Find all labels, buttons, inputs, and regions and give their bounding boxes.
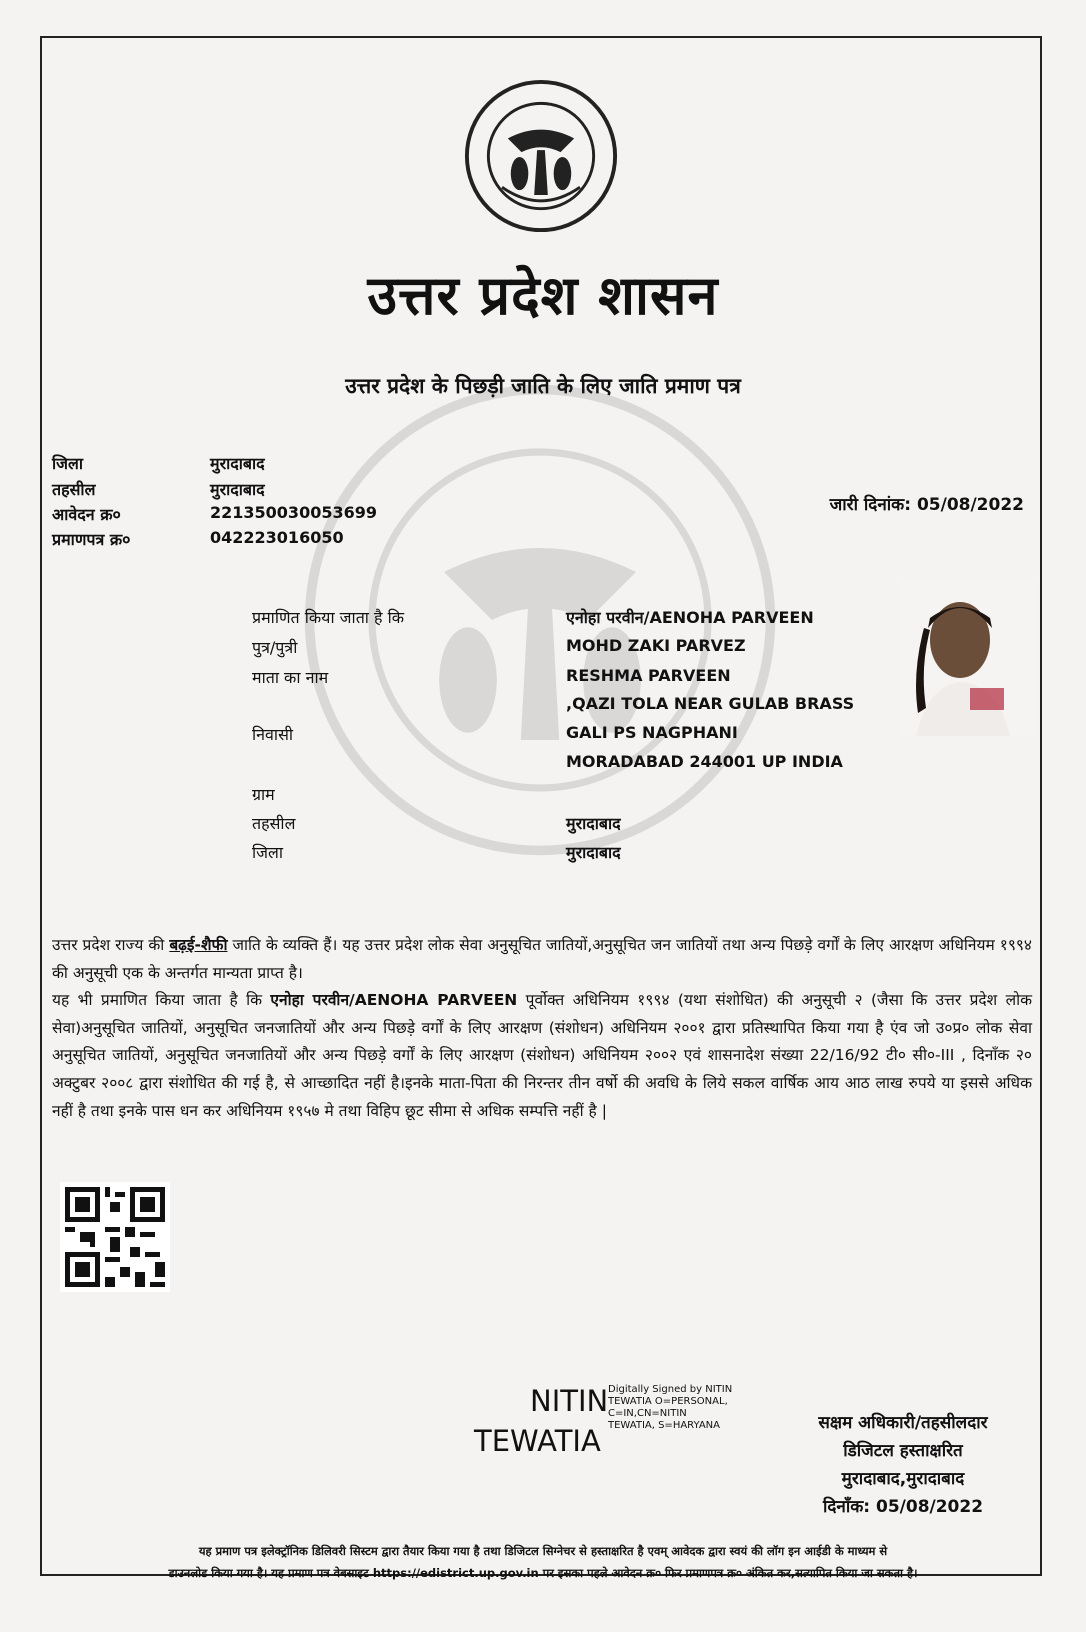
footer-line-2: डाउनलोड किया गया है। यह प्रमाण पत्र वेबसाइट https://edistrict.up.gov.in पर इसका पहले आवेदन क्र० फिर प्रमाणपत्र क्र० अंकित कर,सत्यापित किया जा सकता है।: [168, 1566, 918, 1580]
application-number-label: आवेदन क्र०: [52, 505, 121, 524]
resident-label: निवासी: [252, 725, 294, 744]
child-of-label: पुत्र/पुत्री: [252, 638, 298, 657]
page-title: उत्तर प्रदेश शासन: [367, 263, 719, 327]
mother-name: RESHMA PARVEEN: [566, 666, 731, 685]
issue-date: [830, 492, 1024, 515]
signer-name-line-1: NITIN: [530, 1384, 609, 1418]
field-district-label: जिला: [252, 843, 284, 862]
address-line-2: GALI PS NAGPHANI: [566, 723, 738, 742]
address-line-1: ,QAZI TOLA NEAR GULAB BRASS: [566, 694, 855, 713]
up-government-seal-icon: [463, 78, 619, 234]
field-district-value: मुरादाबाद: [566, 843, 621, 862]
qr-code: [60, 1182, 170, 1292]
applicant-photo: [898, 578, 1038, 736]
body-text-2b: पूर्वोक्त अधिनियम १९९४ (यथा संशोधित) की अनुसूची २ (जैसा कि उत्तर प्रदेश लोक सेवा)अनुसूचित जातियों, अनुसूचित जनजातियों और अन्य पिछड़े वर्गों के लिए आरक्षण (संशोधन) अधिनियम २००१ द्वारा प्रतिस्थापित किया गया है एंव जो उ०प्र० लोक सेवा अनुसूचित जातियों, अनुसूचित जनजातियों और अन्य पिछड़े वर्गों के लिए आरक्षण (संशोधन) अधिनियम २००२ एवं शासनादेश संख्या 22/16/92 टी० सी०-III , दिनाँक २० अक्टुबर २००८ द्वारा संशोधित की गई है, से आच्छादित नहीं है।इनके माता-पिता की निरन्तर तीन वर्षो की अवधि के लिये सकल वार्षिक आय आठ लाख रुपये या इससे अधिक नहीं है तथा इनके पास धन कर अधिनियम १९५७ मे तथा विहिप छूट सीमा से अधिक सम्पत्ति नहीं है |: [52, 991, 1032, 1120]
body-applicant-name: एनोहा परवीन/AENOHA PARVEEN: [270, 991, 518, 1010]
tehsil-value: मुरादाबाद: [210, 480, 265, 499]
application-number-value: 221350030053699: [210, 503, 377, 522]
village-label: ग्राम: [252, 785, 275, 804]
signer-name-line-2: TEWATIA: [474, 1424, 601, 1458]
digital-signature-line-4: TEWATIA, S=HARYANA: [608, 1420, 720, 1431]
district-value: मुरादाबाद: [210, 454, 265, 473]
certificate-number-label: प्रमाणपत्र क्र०: [52, 530, 131, 549]
certified-label: प्रमाणित किया जाता है कि: [252, 608, 405, 627]
authority-location: मुरादाबाद,मुरादाबाद: [841, 1469, 965, 1489]
authority-date: [788, 1494, 1018, 1517]
body-text-1a: उत्तर प्रदेश राज्य की: [52, 936, 170, 954]
certificate-number-value: 042223016050: [210, 528, 344, 547]
issue-date-label: जारी दिनांक:: [829, 495, 912, 515]
authority-date-value: 05/08/2022: [876, 1497, 984, 1517]
applicant-name: एनोहा परवीन/AENOHA PARVEEN: [566, 608, 814, 627]
authority-title: सक्षम अधिकारी/तहसीलदार: [818, 1413, 988, 1433]
field-tehsil-label: तहसील: [252, 814, 296, 833]
digital-signature-line-1: Digitally Signed by NITIN: [608, 1384, 733, 1395]
mother-name-label: माता का नाम: [252, 668, 329, 687]
verification-footer: [60, 1540, 1026, 1584]
authority-date-label: दिनाँक:: [822, 1497, 871, 1517]
digital-signature-line-2: TEWATIA O=PERSONAL,: [608, 1396, 728, 1407]
digital-signature-info: [608, 1384, 768, 1432]
tehsil-label: तहसील: [52, 480, 96, 499]
footer-line-1: यह प्रमाण पत्र इलेक्ट्रॉनिक डिलिवरी सिस्टम द्वारा तैयार किया गया है तथा डिजिटल सिग्नेचर से हस्ताक्षरित है एवम् आवेदक द्वारा स्वयं की लॉग इन आईडी के माध्यम से: [198, 1544, 888, 1558]
certificate-subtitle: उत्तर प्रदेश के पिछड़ी जाति के लिए जाति प्रमाण पत्र: [345, 374, 741, 398]
body-text-1b: जाति के व्यक्ति हैं। यह उत्तर प्रदेश लोक सेवा अनुसूचित जातियों,अनुसूचित जन जातियों तथा अन्य पिछड़े वर्गों के लिए आरक्षण अधिनियम १९९४ की अनुसूची एक के अन्तर्गत मान्यता प्राप्त है।: [52, 936, 1032, 982]
field-tehsil-value: मुरादाबाद: [566, 814, 621, 833]
district-label: जिला: [52, 454, 84, 473]
father-name: MOHD ZAKI PARVEZ: [566, 636, 746, 655]
authority-digital-signed: डिजिटल हस्ताक्षरित: [843, 1441, 963, 1461]
body-text-2a: यह भी प्रमाणित किया जाता है कि: [52, 991, 271, 1010]
digital-signature-line-3: C=IN,CN=NITIN: [608, 1408, 687, 1419]
issue-date-value: 05/08/2022: [916, 495, 1024, 515]
certificate-body: [52, 932, 1032, 1125]
caste-name: बढ़ई-शैफी: [169, 936, 228, 954]
address-line-3: MORADABAD 244001 UP INDIA: [566, 752, 843, 771]
